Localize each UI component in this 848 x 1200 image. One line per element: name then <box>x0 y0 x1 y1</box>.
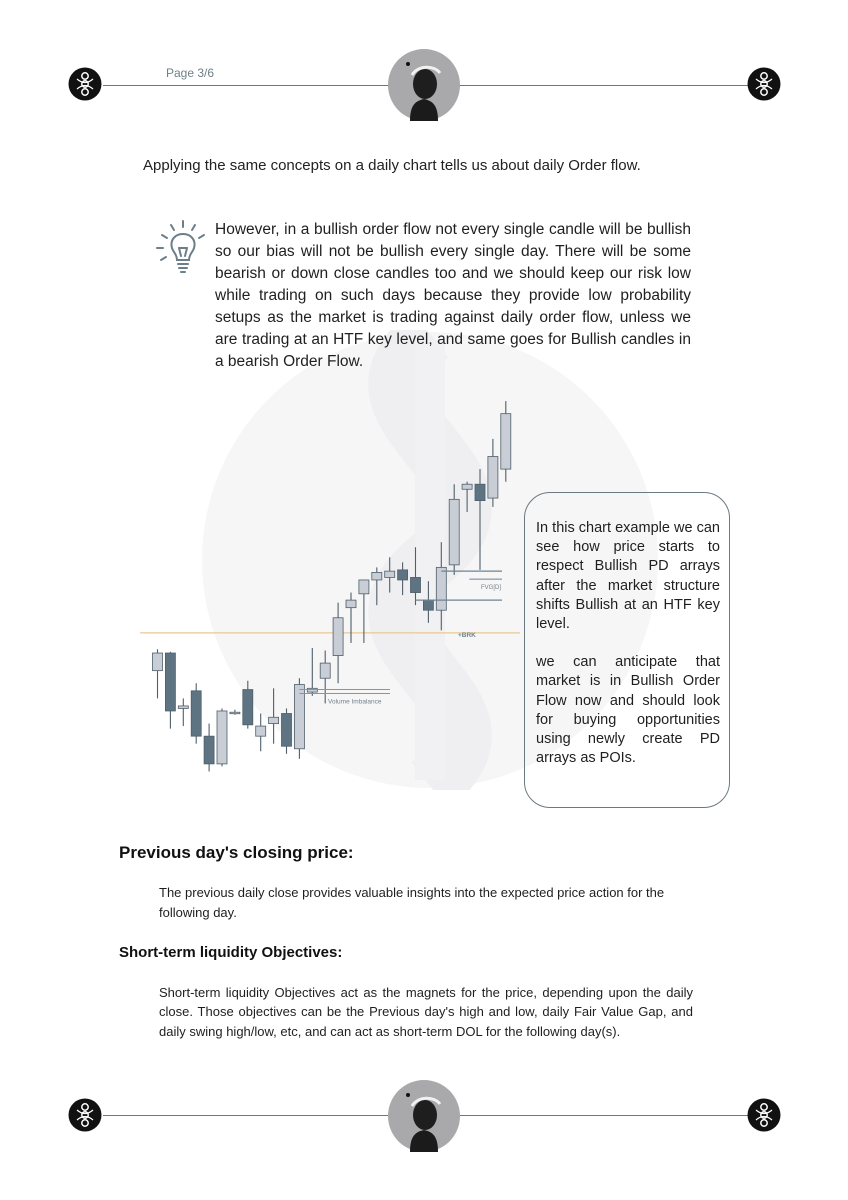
paragraph-short-term-liquidity: Short-term liquidity Objectives act as the magnets for the price, depending upon the daily close. Those objectives can be the Previous day's high and low, daily Fair Value Gap, and daily swing high/low, etc, and can act as short-term DOL for the following day(s). <box>159 985 693 1039</box>
bullish-candle <box>217 711 227 764</box>
bearish-candle <box>423 600 433 610</box>
bearish-candle <box>191 691 201 736</box>
bullish-candle <box>230 712 240 714</box>
footer-rule-left <box>103 1115 388 1116</box>
page-number: Page 3/6 <box>166 66 215 80</box>
bullish-candle <box>449 499 459 565</box>
bullish-candle <box>269 717 279 723</box>
bearish-candle <box>411 577 421 592</box>
bullish-candle <box>153 653 163 671</box>
tip-text: However, in a bullish order flow not every single candle will be bullish so our bias will not be bullish every single day. There will be some bearish or down close candles too and we should keep our risk low while trading on such days because they provide low probability setups as the market is trading against daily order flow, unless we are trading at an HTF key level, and same goes for Bullish candles in a bearish Order Flow. <box>215 221 691 370</box>
footer-emblem-left-icon <box>68 1098 102 1132</box>
chart-callout-box <box>524 492 730 808</box>
bearish-candle <box>204 736 214 764</box>
brk-label: +BRK <box>458 632 476 640</box>
candlestick-chart <box>140 385 520 785</box>
footer-emblem-right-icon <box>747 1098 781 1132</box>
volume-imbalance-label: Volume Imbalance <box>328 698 382 706</box>
heading-previous-day-close: Previous day's closing price: <box>119 843 354 862</box>
fvg-label: FVG[D] <box>481 585 502 592</box>
bullish-candle <box>488 457 498 499</box>
bullish-candle <box>346 600 356 608</box>
bearish-candle <box>282 713 292 746</box>
bearish-candle <box>475 484 485 500</box>
bullish-candle <box>294 685 304 749</box>
header-emblem-left-icon <box>68 67 102 101</box>
paragraph-previous-day-close: The previous daily close provides valuable insights into the expected price action for the following day. <box>159 885 665 920</box>
footer-avatar <box>388 1080 460 1152</box>
header-emblem-right-icon <box>747 67 781 101</box>
bearish-candle <box>398 570 408 580</box>
callout-paragraph-1: In this chart example we can see how price starts to respect Bullish PD arrays after the market structure shifts Bullish at an HTF key level. <box>536 520 720 633</box>
bullish-candle <box>359 580 369 594</box>
bullish-candle <box>385 571 395 577</box>
bullish-candle <box>436 567 446 610</box>
bullish-candle <box>372 572 382 580</box>
bullish-candle <box>178 706 188 709</box>
bullish-candle <box>333 618 343 656</box>
header-avatar <box>388 49 460 121</box>
header-rule-right <box>460 85 748 86</box>
heading-short-term-liquidity: Short-term liquidity Objectives: <box>119 944 343 961</box>
footer-rule-right <box>460 1115 748 1116</box>
header-rule-left <box>103 85 388 86</box>
intro-text: Applying the same concepts on a daily chart tells us about daily Order flow. <box>143 157 641 174</box>
bullish-candle <box>501 414 511 469</box>
bearish-candle <box>165 653 175 711</box>
lightbulb-icon <box>152 218 208 276</box>
bullish-candle <box>320 663 330 678</box>
bearish-candle <box>243 690 253 725</box>
bullish-candle <box>307 688 317 692</box>
bullish-candle <box>256 726 266 736</box>
bullish-candle <box>462 484 472 489</box>
callout-paragraph-2: we can anticipate that market is in Bullish Order Flow now and should look for buying opportunities using newly create PD arrays as POIs. <box>536 654 720 767</box>
